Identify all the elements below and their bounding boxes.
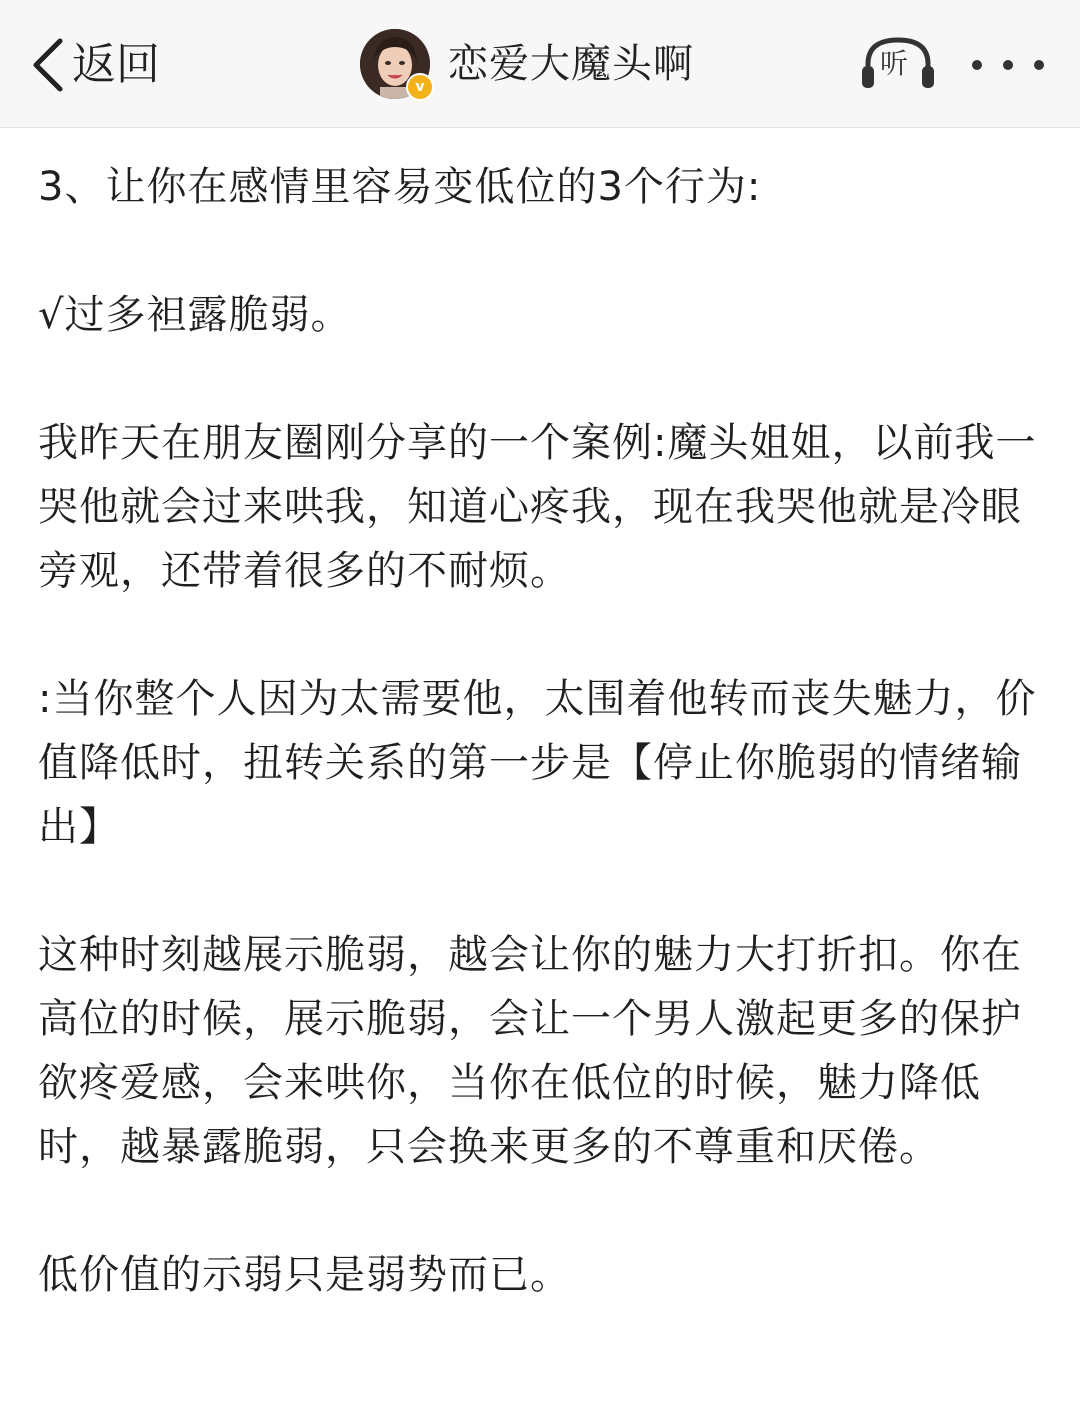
post-paragraph: 这种时刻越展示脆弱，越会让你的魅力大打折扣。你在高位的时候，展示脆弱，会让一个男人激起更多的保护欲疼爱感，会来哄你，当你在低位的时候，魅力降低时，越暴露脆弱，只会换来更多的不尊重和厌倦。 bbox=[38, 932, 1022, 1170]
more-dots-icon bbox=[1034, 60, 1044, 70]
more-dots-icon bbox=[972, 60, 982, 70]
more-options-button[interactable] bbox=[972, 50, 1044, 80]
post-paragraph: 3、让你在感情里容易变低位的3个行为: bbox=[38, 164, 762, 210]
author-name[interactable]: 恋爱大魔头啊 bbox=[448, 41, 694, 87]
verified-badge: v bbox=[406, 73, 434, 101]
post-paragraph: :当你整个人因为太需要他，太围着他转而丧失魅力，价值降低时，扭转关系的第一步是【停止你脆弱的情绪输出】 bbox=[38, 676, 1037, 850]
post-body bbox=[38, 155, 1048, 1307]
post-paragraph: 低价值的示弱只是弱势而已。 bbox=[38, 1252, 571, 1298]
more-dots-icon bbox=[1003, 60, 1013, 70]
avatar[interactable] bbox=[360, 29, 430, 99]
post-paragraph: √过多袒露脆弱。 bbox=[38, 292, 352, 338]
listen-label: 听 bbox=[880, 47, 909, 80]
back-button[interactable] bbox=[30, 30, 160, 100]
chevron-left-icon bbox=[30, 37, 66, 93]
author-profile[interactable] bbox=[360, 28, 694, 100]
listen-button[interactable] bbox=[860, 34, 936, 94]
top-navigation-bar bbox=[0, 0, 1080, 128]
back-label: 返回 bbox=[72, 39, 160, 90]
post-paragraph: 我昨天在朋友圈刚分享的一个案例:魔头姐姐，以前我一哭他就会过来哄我，知道心疼我，现在我哭他就是冷眼旁观，还带着很多的不耐烦。 bbox=[38, 420, 1037, 594]
